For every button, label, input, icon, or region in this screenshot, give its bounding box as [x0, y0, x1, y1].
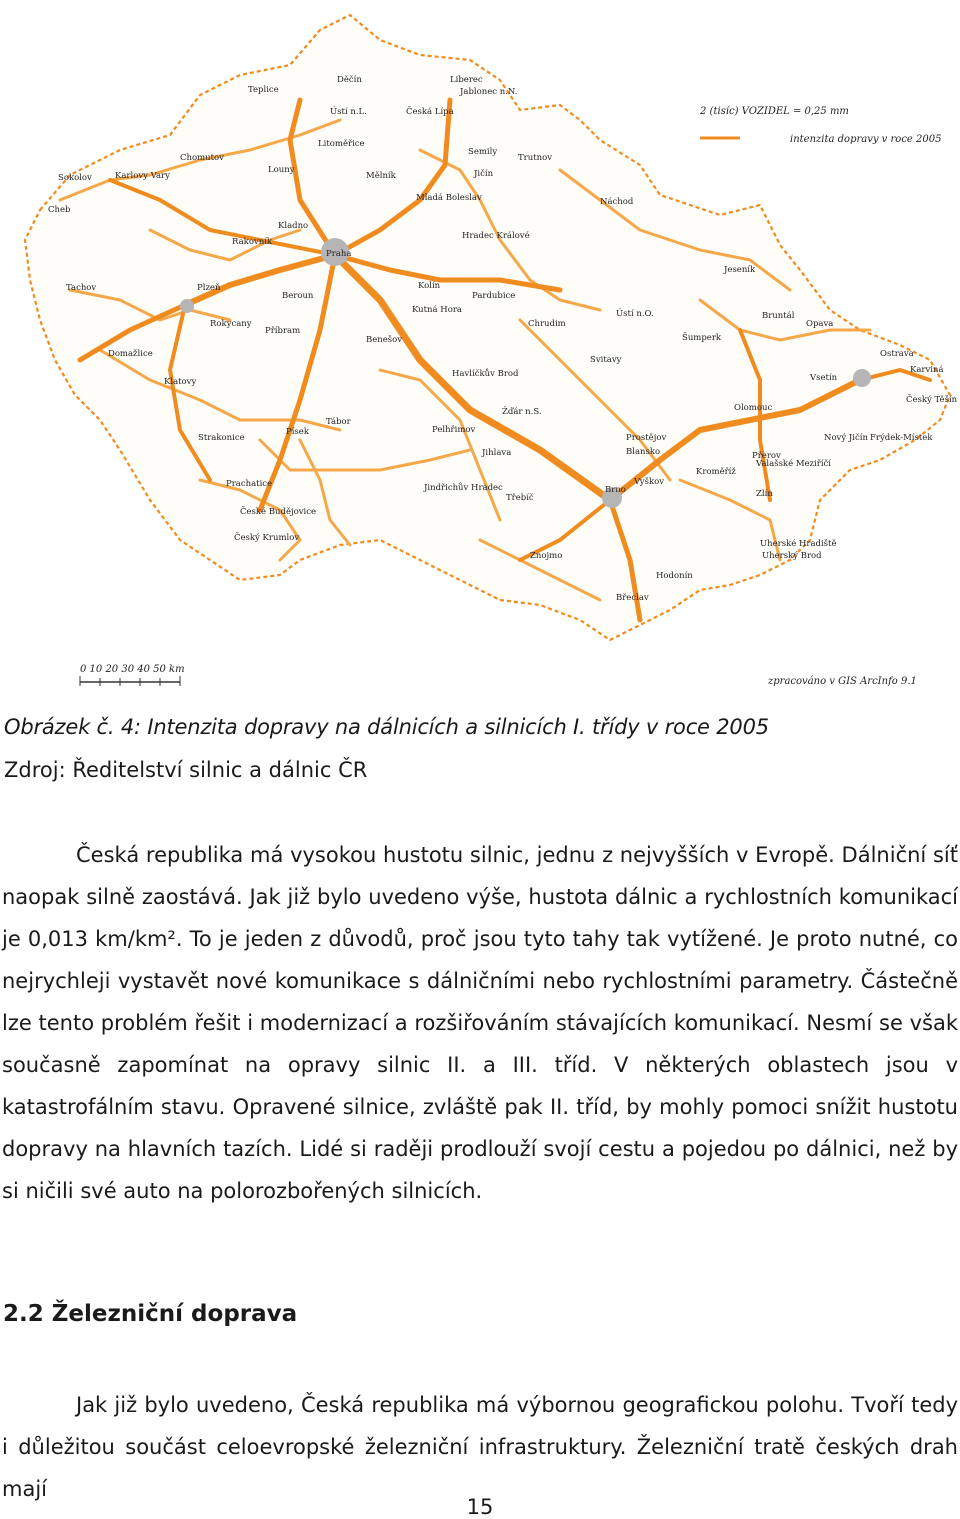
- paragraph-text: Česká republika má vysokou hustotu silnic, jednu z nejvyšších v Evropě. Dálniční síť naopak silně zaostává. Jak již bylo uvedeno výše, hustota dálnic a rychlostních komunikací je 0,013 km/km². To je jeden z důvodů, proč jsou tyto tahy tak vytížené. Je proto nutné, co nejrychleji vystavět nové komunikace s dálničními nebo rychlostními parametry. Částečně lze tento problém řešit i modernizací a rozšiřováním stávajících komunikací. Nesmí se však současně zapomínat na opravy silnic II. a III. tříd. V některých oblastech jsou v katastrofálním stavu. Opravené silnice, zvláště pak II. tříd, by mohly pomoci snížit hustotu dopravy na hlavních tazích. Lidé si raději prodlouží svojí cestu a pojedou po dálnici, než by si ničili své auto na polorozbořených silnicích.: [2, 843, 958, 1203]
- city-label: Karviná: [910, 365, 944, 375]
- city-label: Znojmo: [530, 551, 563, 561]
- city-label: Třebíč: [506, 493, 534, 503]
- city-label: Teplice: [248, 85, 279, 95]
- city-label: Plzeň: [197, 283, 221, 293]
- city-label: Uherské Hradiště: [760, 539, 837, 549]
- city-label: Ústí n.O.: [616, 309, 654, 319]
- city-label: Havlíčkův Brod: [452, 369, 519, 379]
- city-label: Kolín: [418, 281, 441, 291]
- city-label: Brno: [605, 485, 626, 495]
- city-label: Jablonec n.N.: [460, 87, 518, 97]
- city-label: Semily: [468, 147, 498, 157]
- city-label: Pardubice: [472, 291, 516, 301]
- city-label: Jindřichův Hradec: [424, 483, 503, 493]
- city-label: Olomouc: [734, 403, 773, 413]
- city-label: Valašské Meziříčí: [756, 459, 832, 469]
- city-label: Rakovník: [232, 237, 273, 247]
- city-label: Nový Jičín: [824, 433, 868, 443]
- city-label: Liberec: [450, 75, 483, 85]
- city-label: Prachatice: [226, 479, 273, 489]
- city-label: Kladno: [278, 221, 309, 231]
- city-label: Česká Lípa: [406, 107, 454, 117]
- city-label: Praha: [326, 249, 352, 259]
- city-label: Prostějov: [626, 433, 667, 443]
- city-label: České Budějovice: [240, 507, 317, 517]
- city-label: Náchod: [600, 197, 634, 207]
- scale-bar: [80, 664, 185, 686]
- city-label: Tábor: [326, 417, 351, 427]
- city-label: Jeseník: [724, 265, 756, 275]
- city-label: Kutná Hora: [412, 305, 462, 315]
- city-label: Rokycany: [210, 319, 252, 329]
- city-label: Blansko: [626, 447, 661, 457]
- city-label: Benešov: [366, 335, 403, 345]
- map-credit: zpracováno v GIS ArcInfo 9.1: [768, 676, 917, 687]
- city-label: Beroun: [282, 291, 314, 301]
- city-label: Hodonín: [656, 571, 693, 581]
- city-label: Mladá Boleslav: [416, 193, 482, 203]
- city-label: Sokolov: [58, 173, 92, 183]
- city-label: Domažlice: [108, 349, 153, 359]
- city-label: Vyškov: [634, 477, 665, 487]
- city-label: Frýdek-Místek: [870, 433, 933, 443]
- city-label: Přerov: [752, 451, 781, 461]
- paragraph-text: Jak již bylo uvedeno, Česká republika má výbornou geografickou polohu. Tvoří tedy i důležitou součást celoevropské železniční infrastruktury. Železniční tratě českých drah mají: [2, 1393, 958, 1501]
- city-label: Vsetín: [810, 373, 838, 383]
- page-number: 15: [466, 1495, 494, 1519]
- section-heading: 2.2 Železniční doprava: [3, 1301, 298, 1327]
- legend-label: 2 (tisíc) VOZIDEL = 0,25 mm: [700, 106, 849, 117]
- city-label: Cheb: [48, 205, 71, 215]
- city-label: Tachov: [66, 283, 97, 293]
- city-label: Uherský Brod: [762, 551, 822, 561]
- city-label: Žďár n.S.: [502, 407, 542, 417]
- city-label: Pelhřimov: [432, 425, 476, 435]
- city-label: Mělník: [366, 171, 396, 181]
- scale-label: 0 10 20 30 40 50 km: [80, 664, 185, 675]
- city-label: Jihlava: [482, 448, 512, 458]
- figure-caption: Obrázek č. 4: Intenzita dopravy na dálnicích a silnicích I. třídy v roce 2005: [4, 715, 769, 739]
- city-label: Chomutov: [180, 153, 224, 163]
- city-label: Český Těšín: [906, 395, 958, 405]
- paragraph-railway: [2, 1384, 958, 1510]
- city-label: Kroměříž: [696, 467, 736, 477]
- traffic-map: [0, 0, 960, 700]
- city-label: Příbram: [265, 326, 301, 336]
- city-label: Bruntál: [762, 311, 795, 321]
- city-label: Děčín: [337, 75, 362, 85]
- city-label: Karlovy Vary: [115, 171, 170, 181]
- city-label: Litoměřice: [318, 139, 365, 149]
- city-label: Hradec Králové: [462, 231, 530, 241]
- plzen-marker: [180, 299, 194, 313]
- city-label: Jičín: [474, 169, 494, 179]
- city-label: Strakonice: [198, 433, 245, 443]
- map-svg: [0, 0, 960, 700]
- city-label: Břeclav: [616, 593, 649, 603]
- city-label: Chrudim: [528, 319, 566, 329]
- paragraph-road-density: [2, 834, 958, 1212]
- city-label: Zlín: [756, 489, 773, 499]
- city-label: Louny: [268, 165, 295, 175]
- ostrava-marker: [853, 369, 871, 387]
- legend-sub: intenzita dopravy v roce 2005: [790, 134, 942, 145]
- city-label: Opava: [806, 319, 834, 329]
- city-label: Ústí n.L.: [330, 107, 367, 117]
- city-label: Písek: [286, 427, 309, 437]
- city-label: Šumperk: [682, 333, 722, 343]
- map-legend: [699, 106, 941, 145]
- city-label: Klatovy: [164, 377, 197, 387]
- city-label: Český Krumlov: [234, 533, 300, 543]
- figure-source: Zdroj: Ředitelství silnic a dálnic ČR: [4, 758, 368, 782]
- city-label: Svitavy: [590, 355, 622, 365]
- city-label: Trutnov: [518, 153, 553, 163]
- city-label: Ostrava: [880, 349, 914, 359]
